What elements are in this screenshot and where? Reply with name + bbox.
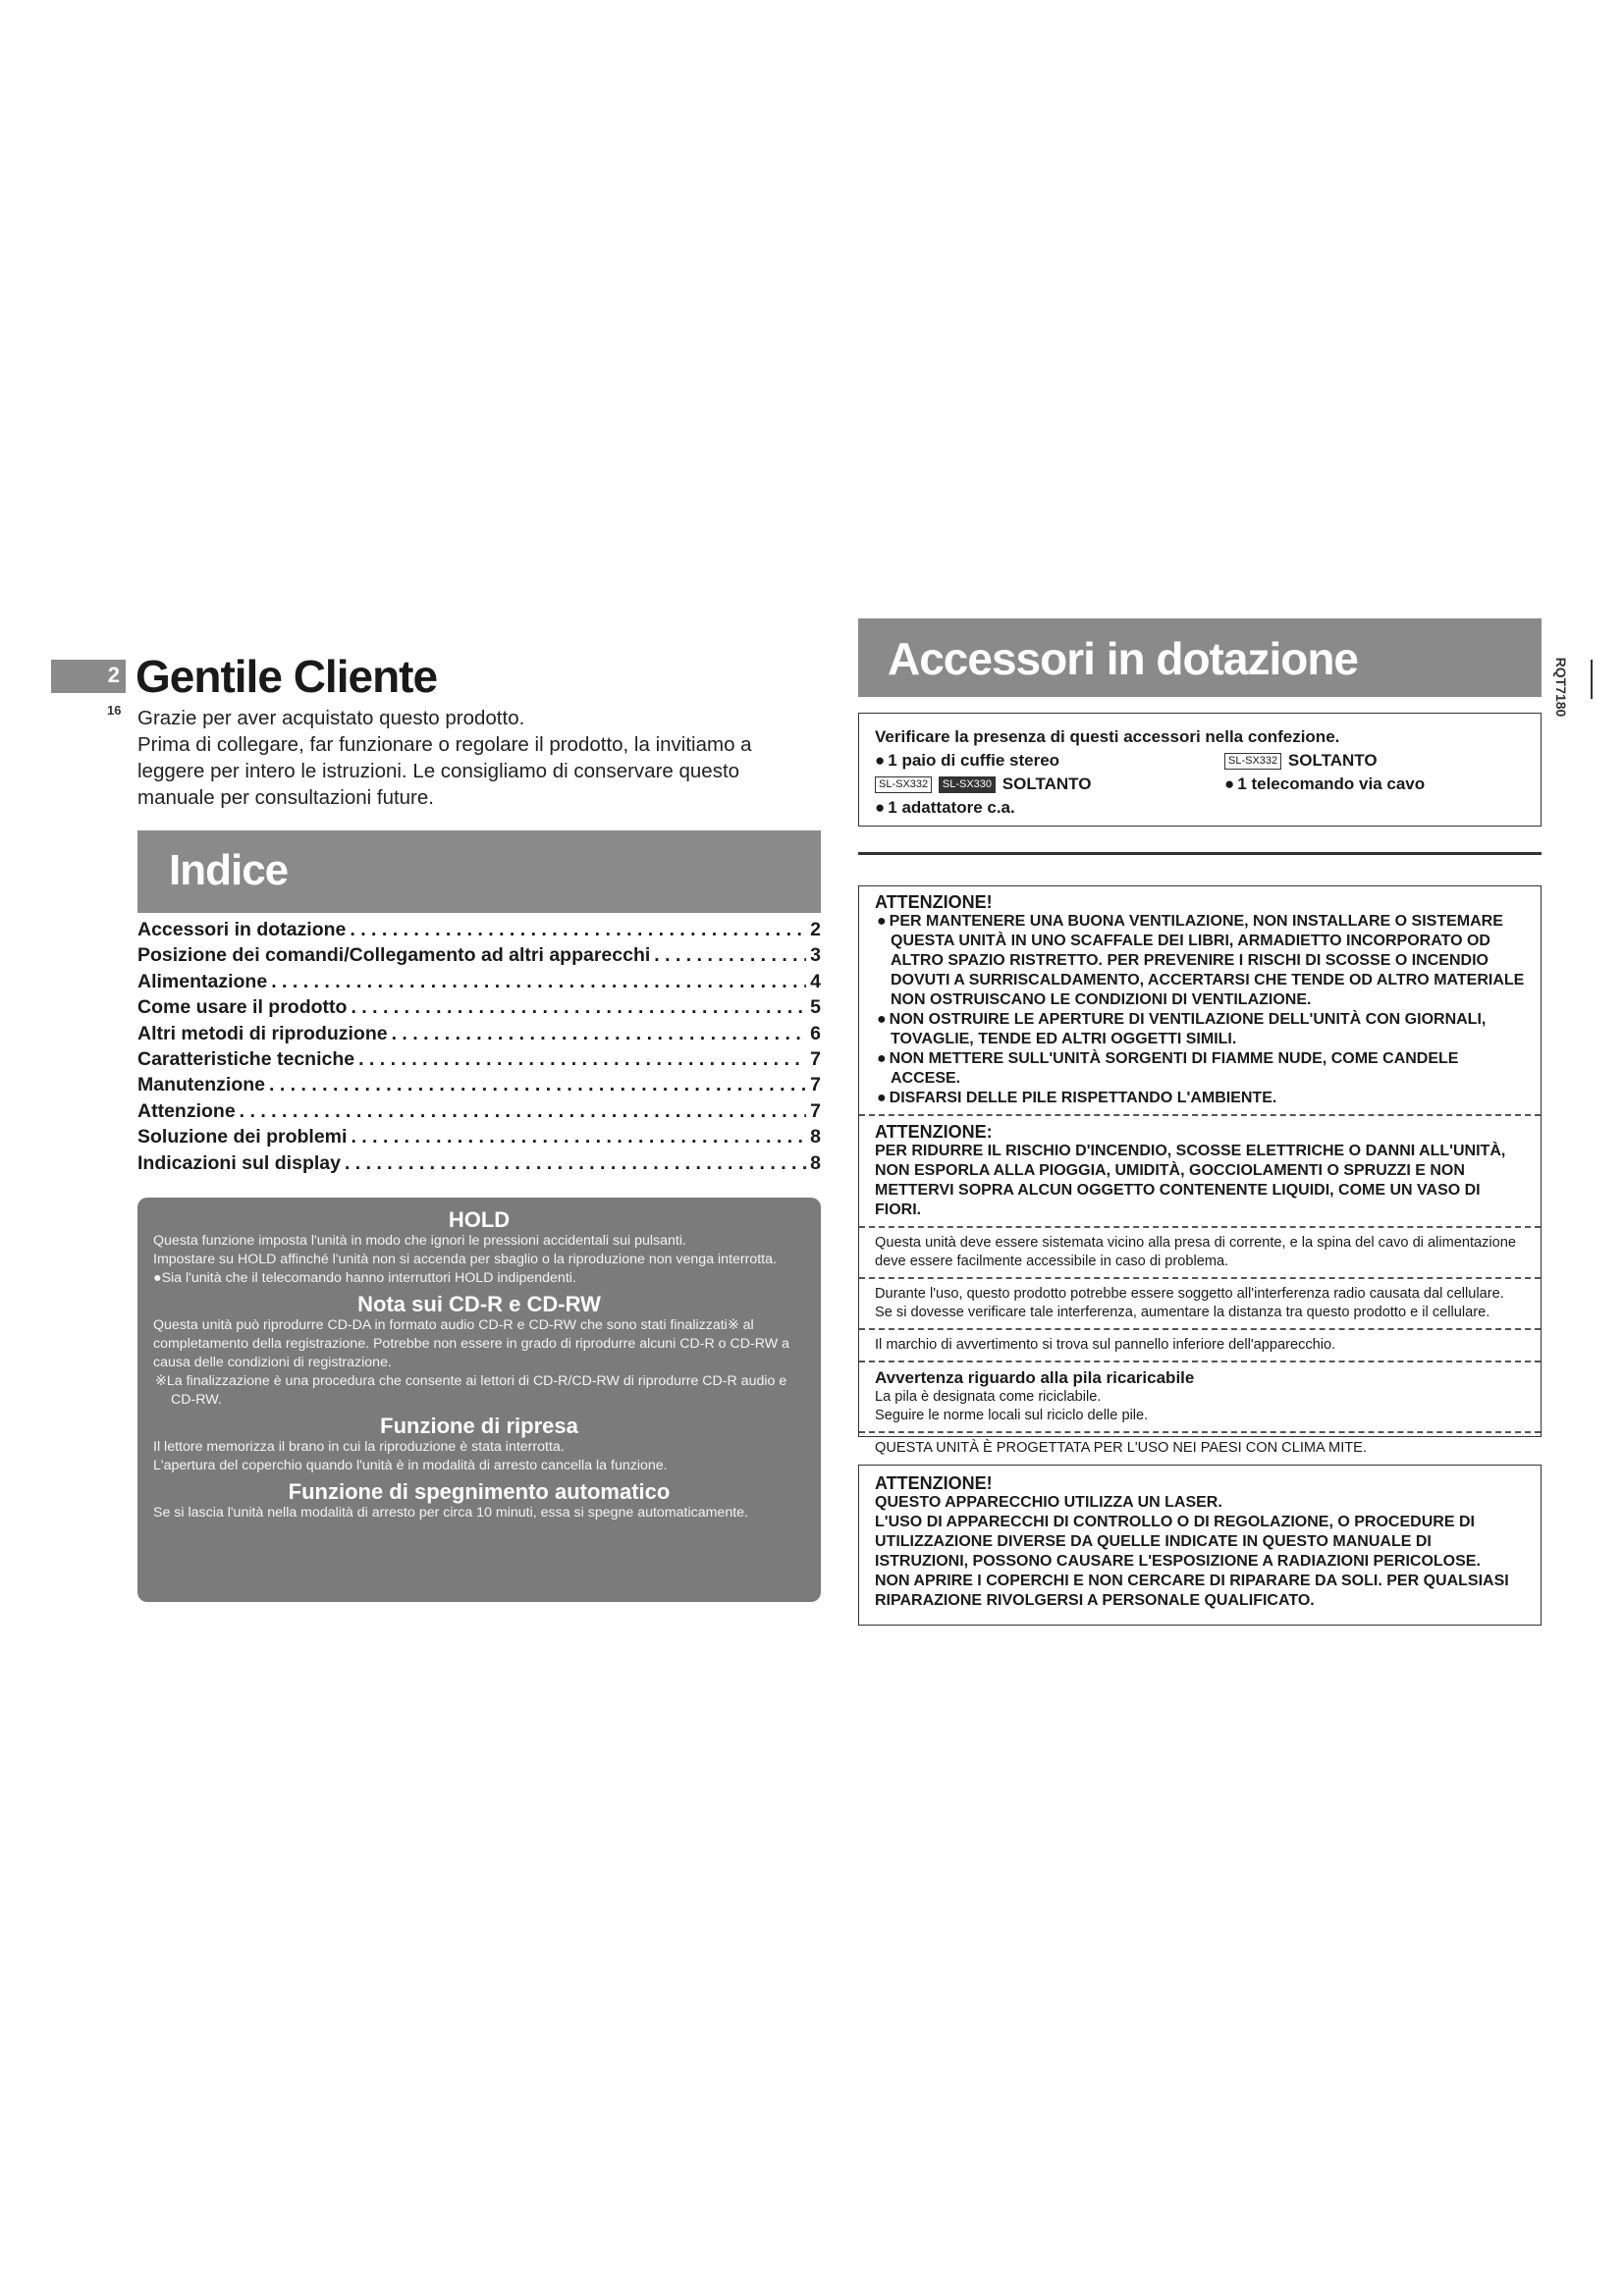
laser-warning-box <box>858 1465 1542 1626</box>
cdr-text: Questa unità può riprodurre CD-DA in formato audio CD-R e CD-RW che sono stati finalizzati※ al completamento della registrazione. Potrebbe non essere in grado di riprodurre alcuni CD-R o CD-RW a causa delle condizioni di registrazione. <box>153 1317 789 1370</box>
toc-page: 7 <box>810 1099 821 1122</box>
toc-page: 2 <box>810 919 821 940</box>
resume-title: Funzione di ripresa <box>380 1414 578 1438</box>
toc-label: Accessori in dotazione <box>137 919 347 940</box>
autooff-title: Funzione di spegnimento automatico <box>288 1479 671 1504</box>
toc-page: 3 <box>810 944 821 967</box>
autooff-section <box>153 1479 805 1522</box>
laser-title: ATTENZIONE! <box>875 1473 993 1493</box>
note-marking <box>859 1330 1541 1362</box>
resume-text: L'apertura del coperchio quando l'unità è in modalità di arresto cancella la funzione. <box>153 1458 668 1473</box>
accessory-adapter: ● 1 adattatore c.a. <box>875 798 1015 817</box>
cdr-title: Nota sui CD-R e CD-RW <box>357 1292 601 1316</box>
resume-text: Il lettore memorizza il brano in cui la riproduzione è stata interrotta. <box>153 1439 565 1455</box>
model-tag: SL-SX332 <box>875 776 932 793</box>
warning-title: ATTENZIONE! <box>875 892 993 912</box>
note-text: Il marchio di avvertimento si trova sul pannello inferiore dell'apparecchio. <box>875 1337 1336 1353</box>
note-text: Durante l'uso, questo prodotto potrebbe essere soggetto all'interferenza radio causata dal cellulare. Se si dovesse verificare tale interferenza, aumentare la distanza tra questo prodotto e il cellulare. <box>875 1286 1504 1320</box>
toc-item[interactable] <box>137 969 821 994</box>
cdr-note: ※La finalizzazione è una procedura che consente ai lettori di CD-R/CD-RW di riprodurre CD-R audio e CD-RW. <box>155 1373 787 1408</box>
toc-item[interactable] <box>137 1021 821 1046</box>
toc-label: Posizione dei comandi/Collegamento ad altri apparecchi <box>137 944 651 967</box>
toc-item[interactable] <box>137 1150 821 1176</box>
greeting-line: leggere per intero le istruzioni. Le consigliamo di conservare questo <box>137 760 740 782</box>
doc-code-block <box>1549 650 1575 728</box>
only-label: SOLTANTO <box>1001 774 1092 793</box>
toc-item[interactable] <box>137 1046 821 1072</box>
battery-note <box>859 1362 1541 1433</box>
toc-page: 6 <box>810 1022 821 1044</box>
warnings-box <box>858 885 1542 1456</box>
hold-text: Questa funzione imposta l'unità in modo che ignori le pressioni accidentali sui pulsanti. <box>153 1233 686 1249</box>
laser-text: NON APRIRE I COPERCHI E NON CERCARE DI RIPARARE DA SOLI. PER QUALSIASI RIPARAZIONE RIVOLGERSI A PERSONALE QUALIFICATO. <box>875 1573 1509 1609</box>
battery-title: Avvertenza riguardo alla pila ricaricabile <box>875 1368 1195 1387</box>
page-number-tab <box>51 660 126 693</box>
warning-item: ● NON OSTRUIRE LE APERTURE DI VENTILAZIONE DELL'UNITÀ CON GIORNALI, TOVAGLIE, TENDE ED ALTRI OGGETTI SIMILI. <box>875 1010 1525 1049</box>
hold-text: Impostare su HOLD affinché l'unità non si accenda per sbaglio o la riproduzione non venga interrotta. <box>153 1252 777 1267</box>
divider <box>858 852 1542 855</box>
toc-item[interactable] <box>137 994 821 1020</box>
only-label: SOLTANTO <box>1287 751 1378 770</box>
climate-text: QUESTA UNITÀ È PROGETTATA PER L'USO NEI PAESI CON CLIMA MITE. <box>875 1440 1367 1456</box>
battery-text: Seguire le norme locali sul riciclo delle pile. <box>875 1408 1149 1423</box>
accessories-title: Accessori in dotazione <box>888 633 1359 684</box>
margin-mark <box>1591 660 1593 699</box>
laser-text: L'USO DI APPARECCHI DI CONTROLLO O DI REGOLAZIONE, O PROCEDURE DI UTILIZZAZIONE DIVERSE DA QUELLE INDICATE IN QUESTO MANUALE DI ISTRUZIONI, POSSONO CAUSARE L'ESPOSIZIONE A RADIAZIONI PERICOLOSE. <box>875 1514 1481 1570</box>
model-tag: SL-SX330 <box>939 776 996 793</box>
toc-page: 7 <box>810 1074 821 1096</box>
resume-section <box>153 1414 805 1475</box>
toc-label: Indicazioni sul display <box>137 1151 341 1174</box>
warning-text: PER RIDURRE IL RISCHIO D'INCENDIO, SCOSSE ELETTRICHE O DANNI ALL'UNITÀ, NON ESPORLA ALLA PIOGGIA, UMIDITÀ, GOCCIOLAMENTI O SPRUZZI E NON METTERVI SOPRA ALCUN OGGETTO CONTENENTE LIQUIDI, COME UN VASO DI FIORI. <box>875 1143 1506 1218</box>
accessories-header <box>858 618 1542 697</box>
page-sub-number: 16 <box>107 703 122 718</box>
toc-page: 4 <box>810 970 821 992</box>
toc-page: 7 <box>810 1047 821 1070</box>
note-outlet <box>859 1228 1541 1279</box>
note-text: Questa unità deve essere sistemata vicino alla presa di corrente, e la spina del cavo di alimentazione deve essere facilmente accessibile in caso di problema. <box>875 1235 1517 1269</box>
toc-label: Come usare il prodotto <box>137 996 348 1019</box>
laser-text: QUESTO APPARECCHIO UTILIZZA UN LASER. <box>875 1494 1222 1511</box>
toc-item[interactable] <box>137 942 821 968</box>
toc-label: Caratteristiche tecniche <box>137 1047 355 1070</box>
warning-ventilation <box>859 886 1541 1116</box>
greeting-text <box>137 705 825 811</box>
climate-note <box>859 1433 1541 1464</box>
warning-fire <box>859 1116 1541 1228</box>
note-interference <box>859 1279 1541 1330</box>
warning-item: ● DISFARSI DELLE PILE RISPETTANDO L'AMBIENTE. <box>875 1089 1525 1108</box>
doc-code: RQT7180 <box>1553 657 1569 718</box>
warning-item: ● PER MANTENERE UNA BUONA VENTILAZIONE, NON INSTALLARE O SISTEMARE QUESTA UNITÀ IN UNO SCAFFALE DEI LIBRI, ARMADIETTO INCORPORATO OD ALTRO SPAZIO RISTRETTO. PER PREVENIRE I RISCHI DI SCOSSE O INCENDIO DOVUTI A SURRISCALDAMENTO, ACCERTARSI CHE TENDE OD ALTRO MATERIALE NON OSTRUISCANO LE CONDIZIONI DI VENTILAZIONE. <box>875 912 1525 1010</box>
greeting-line: manuale per consultazioni future. <box>137 786 434 809</box>
toc-page: 8 <box>810 1151 821 1174</box>
hold-title: HOLD <box>448 1207 511 1232</box>
toc-label: Alimentazione <box>137 970 268 992</box>
toc-label: Altri metodi di riproduzione <box>137 1022 388 1044</box>
index-header <box>137 830 821 913</box>
feature-notes-panel <box>137 1198 821 1602</box>
accessories-box <box>858 713 1542 827</box>
index-title: Indice <box>169 846 289 894</box>
cdr-section <box>153 1292 805 1410</box>
page-number: 2 <box>107 663 120 687</box>
toc-label: Attenzione <box>137 1099 236 1122</box>
accessory-remote: ● 1 telecomando via cavo <box>1224 773 1425 796</box>
warning-item: ● NON METTERE SULL'UNITÀ SORGENTI DI FIAMME NUDE, COME CANDELE ACCESE. <box>875 1049 1525 1089</box>
toc-page: 8 <box>810 1126 821 1148</box>
autooff-text: Se si lascia l'unità nella modalità di arresto per circa 10 minuti, essa si spegne automaticamente. <box>153 1505 748 1521</box>
hold-section <box>153 1207 805 1288</box>
hold-text: ●Sia l'unità che il telecomando hanno interruttori HOLD indipendenti. <box>153 1270 576 1286</box>
toc-item[interactable] <box>137 1124 821 1149</box>
accessory-headphones: ● 1 paio di cuffie stereo <box>875 751 1059 770</box>
toc-item[interactable] <box>137 1098 821 1124</box>
battery-text: La pila è designata come riciclabile. <box>875 1389 1102 1405</box>
accessories-check-text: Verificare la presenza di questi accessori nella confezione. <box>875 727 1340 746</box>
table-of-contents <box>137 917 821 1176</box>
greeting-line: Prima di collegare, far funzionare o regolare il prodotto, la invitiamo a <box>137 733 752 756</box>
greeting-title: Gentile Cliente <box>135 651 438 702</box>
toc-item[interactable] <box>137 917 821 942</box>
toc-item[interactable] <box>137 1072 821 1097</box>
toc-label: Soluzione dei problemi <box>137 1126 348 1148</box>
toc-label: Manutenzione <box>137 1074 265 1096</box>
greeting-line: Grazie per aver acquistato questo prodotto. <box>137 707 525 729</box>
toc-page: 5 <box>810 996 821 1019</box>
model-tag: SL-SX332 <box>1224 753 1281 770</box>
warning-title: ATTENZIONE: <box>875 1122 993 1142</box>
